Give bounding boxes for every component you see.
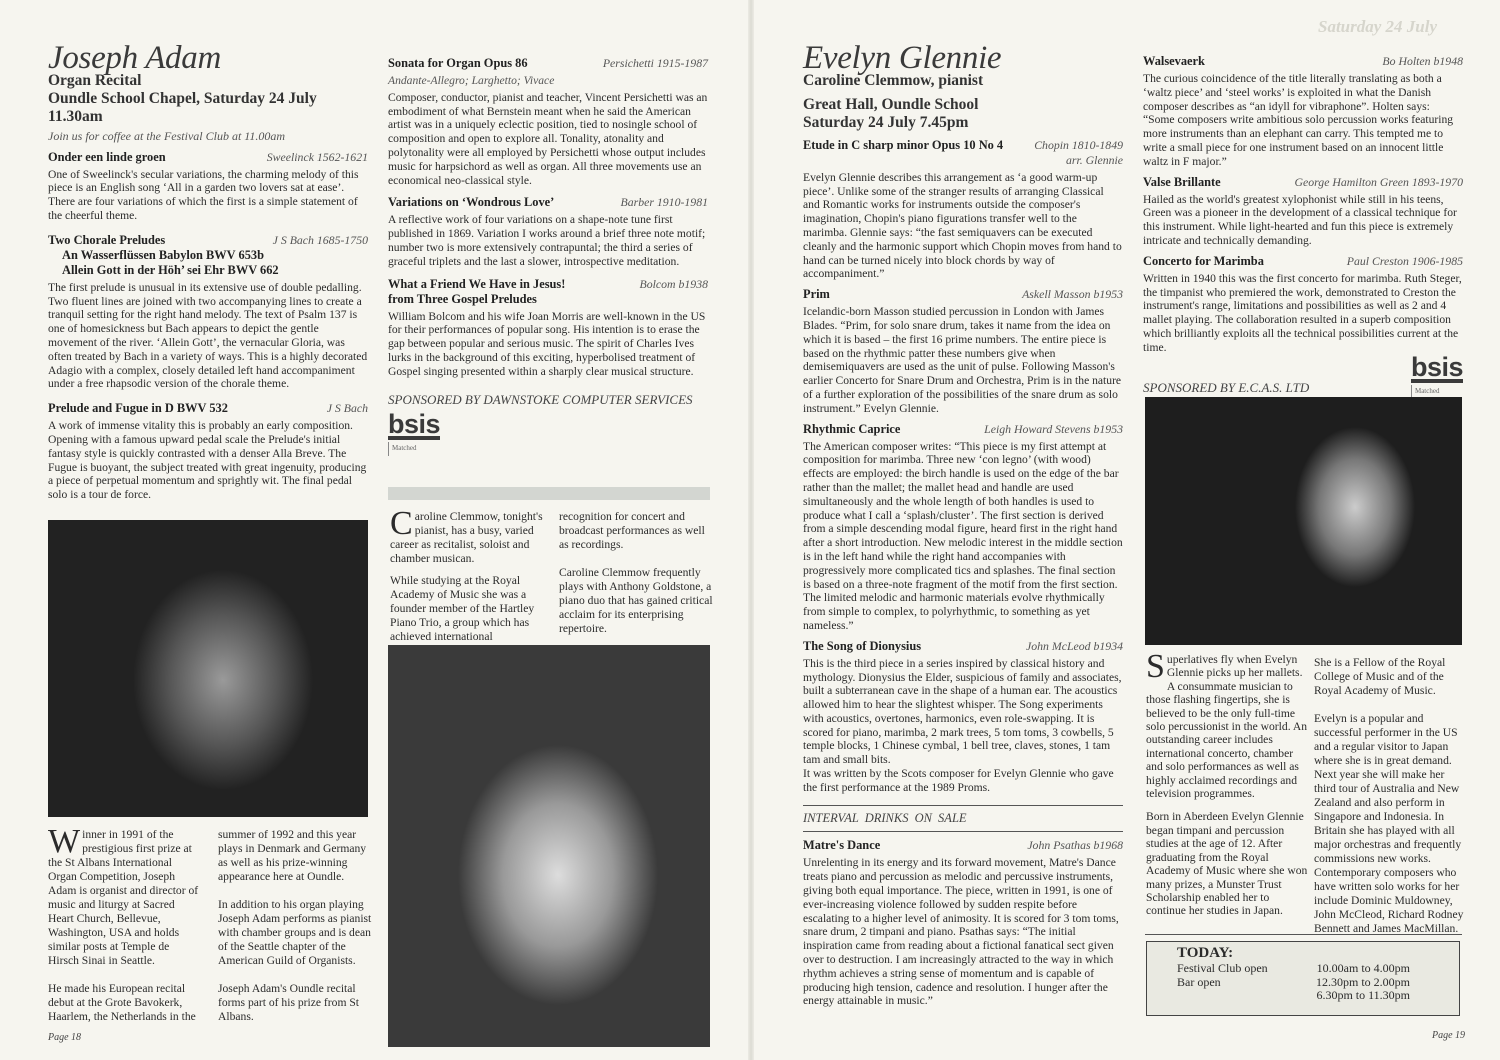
joseph-adam-photo — [48, 520, 368, 817]
piece-description: Evelyn Glennie describes this arrangement as ‘a good warm-up piece’. Unlike some of the stranger results of arranging Classical and Romantic works for instruments outside the composer's imagination, Chopin's piano figurations transfer well to the marimba. Glennie says: “the fast semiquavers can be executed cleanly and the harmonic support which Chopin moves from hand to hand can be turned nicely into block chords by way of accompaniment.” — [803, 170, 1122, 281]
piece-title: Matre's Dance — [803, 838, 881, 853]
piece-description: Hailed as the world's greatest xylophonist while still in his teens, Green was a pioneer in the development of a classical technique for this instrument. While light-hearted and fun this piece is extremely intricate and technically demanding. — [1143, 192, 1457, 247]
today-time: 12.30pm to 2.00pm — [1315, 974, 1410, 989]
bio-paragraph: aroline Clemmow, tonight's pianist, has a busy, varied career as recitalist, soloist and chamber musican. — [390, 510, 543, 565]
bio-paragraph: In addition to his organ playing Joseph Adam performs as pianist with chamber groups and is dean of the Seattle chapter of the American Guild of Organists. — [218, 898, 372, 967]
today-heading: TODAY: — [1177, 945, 1234, 961]
piece-composer: George Hamilton Green 1893-1970 — [1294, 174, 1463, 189]
piece-heading — [48, 233, 368, 248]
today-time: 6.30pm to 11.30pm — [1316, 988, 1410, 1002]
drop-cap: S — [1146, 648, 1165, 685]
piece-composer: Bo Holten b1948 — [1382, 54, 1463, 68]
logo-mark: bsis — [1410, 351, 1463, 382]
piece-description: William Bolcom and his wife Joan Morris are well-known in the US for their performances of popular song. His intention is to erase the gap between popular and serious music. The spirit of Charles Ives lurks in the background of this exciting, hyperbolised treatment of Gospel singing presented within a sharply clear musical structure. — [388, 309, 706, 378]
piece-composer: Paul Creston 1906-1985 — [1346, 253, 1463, 268]
piece-heading — [803, 287, 1123, 302]
grey-divider-bar — [388, 487, 710, 500]
column-adam-programme-1 — [48, 40, 368, 502]
piece-description: Icelandic-born Masson studied percussion in London with James Blades. “Prim, for solo snare drum, takes it name from the idea on which it is based – the first 16 prime numbers. The entire piece is based on the rhythmic patter these numbers give when demisemiquavers are used as the unit of pulse. Following Masson's earlier Concerto for Snare Drum and Orchestra, Prim is in the nature of a further exploration of the possibilities of the snare drum as solo instrument.” Evelyn Glennie. — [803, 305, 1122, 415]
piece-heading — [803, 639, 1123, 654]
piece-heading — [1143, 54, 1463, 69]
bio-paragraph: Born in Aberdeen Evelyn Glennie began timpani and percussion studies at the age of 12. After graduating from the Royal Academy of Music where she won many prizes, a Munster Trust Scholarship enabled her to continue her studies in Japan. — [1146, 810, 1308, 918]
sponsor-credit: SPONSORED BY DAWNSTOKE COMPUTER SERVICES — [388, 391, 693, 407]
piece-composer: Leigh Howard Stevens b1953 — [984, 421, 1123, 436]
piece-composer: John McLeod b1934 — [1026, 638, 1123, 653]
logo-mark: bsis — [388, 409, 441, 440]
today-label — [1177, 989, 1309, 1003]
piece-heading — [803, 838, 1123, 853]
piece-composer: J S Bach 1685-1750 — [272, 232, 368, 247]
today-row — [1177, 989, 1459, 1003]
page-number-right: Page 19 — [1432, 1030, 1466, 1041]
piece-title: The Song of Dionysius — [803, 638, 922, 653]
page-spine — [748, 0, 754, 1060]
piece-title: What a Friend We Have in Jesus! — [388, 276, 566, 291]
piece-heading — [48, 401, 368, 416]
concert-venue: Great Hall, Oundle School — [803, 95, 979, 113]
piece-description: A work of immense vitality this is probably an early composition. Opening with a famous upward pedal scale the Prelude's initial fantasy style is quickly contrasted with a denser Alla Breve. The Fugue is buoyant, the subject treated with great ingenuity, producing a piece of perpetual momentum and sprightly wit. The final pedal solo is a tour de force. — [48, 419, 367, 502]
piece-description: One of Sweelinck's secular variations, the charming melody of this piece is an English song ‘All in a garden two lovers sat at ease’. There are four variations of which the first is a simple statement of the cheerful theme. — [48, 167, 359, 222]
adam-bio-left — [48, 823, 203, 1038]
interval-notice: INTERVAL DRINKS ON SALE — [803, 810, 967, 825]
piece-composer: Persichetti 1915-1987 — [602, 56, 708, 70]
piece-description: Unrelenting in its energy and its forward movement, Matre's Dance treats piano and percussion as melodic and percussive instruments, giving both equal importance. The piece, written in 1991, is one of ever-increasing violence followed by sudden respite before escalating to a higher level of animosity. It is scored for 3 tom toms, snare drum, 2 timpani and piano. Psathas says: “The initial inspiration came from reading about a fictional fanatical sect given over to destruction. I am increasingly attracted to the way in which rhythm achieves a string sense of momentum and is capable of producing high tension, cadence and resolution. I hunger after the energy attainable in music.” — [803, 856, 1119, 1008]
drop-cap: W — [48, 823, 81, 860]
bio-paragraph: recognition for concert and broadcast performances as well as recordings. — [559, 510, 705, 551]
bio-paragraph: summer of 1992 and this year plays in Denmark and Germany as well as his prize-winning appearance here at Oundle. — [218, 828, 367, 883]
piece-heading — [1143, 175, 1463, 190]
bio-paragraph: inner in 1991 of the prestigious first prize at the St Albans International Organ Competition, Joseph Adam is organist and director of music and liturgy at Sacred Heart Church, Bellevue, Washington, USA and holds similar posts at Temple de Hirsch Sinai in Seattle. — [48, 828, 199, 967]
adam-bio-right — [218, 828, 373, 1038]
column-adam-programme-2 — [388, 56, 708, 456]
piece-title: Onder een linde groen — [48, 149, 166, 164]
page-number-left: Page 18 — [48, 1032, 82, 1043]
coffee-note: Join us for coffee at the Festival Club at 11.00am — [48, 128, 286, 143]
bio-paragraph: He made his European recital debut at the Grote Bavokerk, Haarlem, the Netherlands in the — [48, 982, 196, 1023]
piece-description: Composer, conductor, pianist and teacher, Vincent Persichetti was an embodiment of what Bernstein meant when he said the American artist was in a uniquely eclectic position, tied to nosingle school of composition and open to explore all. Tonality, atonality and polytonality were all employed by Persichetti whose output includes music for harpsichord as well as organ. All three movements use an economical neo-classical style. — [388, 90, 708, 187]
concert-type: Organ Recital — [48, 71, 142, 89]
sponsor-credit: SPONSORED BY E.C.A.S. LTD — [1143, 379, 1310, 395]
piece-title: Walsevaerk — [1143, 54, 1205, 68]
today-row — [1177, 962, 1459, 976]
today-label: Bar open — [1177, 974, 1221, 989]
piece-title: Variations on ‘Wondrous Love’ — [388, 195, 555, 210]
today-label: Festival Club open — [1177, 961, 1268, 975]
clemmow-bio-left — [390, 505, 545, 658]
piece-title-line2: from Three Gospel Preludes — [388, 291, 537, 306]
piece-title: Sonata for Organ Opus 86 — [388, 56, 528, 70]
bio-paragraph: Joseph Adam's Oundle recital forms part of his prize from St Albans. — [218, 982, 360, 1023]
piece-movements: Andante-Allegro; Larghetto; Vivace — [388, 74, 555, 87]
page-title: Evelyn Glennie — [803, 40, 1002, 76]
piece-heading — [388, 277, 708, 307]
logo-matched: Matched — [1411, 385, 1463, 399]
date-header: Saturday 24 July — [1318, 17, 1438, 36]
piece-title: Prim — [803, 287, 830, 302]
piece-composer: Chopin 1810-1849 — [1034, 137, 1123, 152]
piece-description: A reflective work of four variations on a shape-note tune first published in 1869. Variation I works around a brief three note motif; number two is more extensively contrapuntal; the third a series of graceful triplets and the last a slower, introspective meditation. — [388, 213, 706, 268]
piece-subtitle: An Wasserflüssen Babylon BWV 653b — [62, 247, 264, 262]
piece-composer: J S Bach — [326, 401, 368, 416]
bio-paragraph: While studying at the Royal Academy of Music she was a founder member of the Hartley Piano Trio, a group which has achieved international — [390, 574, 535, 643]
piece-heading — [803, 422, 1123, 437]
bsis-logo — [388, 409, 708, 456]
piece-title: Valse Brillante — [1143, 174, 1221, 189]
today-info-box — [1146, 941, 1460, 1016]
glennie-bio-right — [1314, 656, 1469, 950]
piece-heading — [803, 138, 1123, 168]
bsis-logo — [1410, 351, 1463, 399]
piece-composer: Bolcom b1938 — [639, 276, 708, 291]
piece-title: Concerto for Marimba — [1143, 253, 1264, 268]
column-glennie-programme-1 — [803, 40, 1123, 1008]
piece-title: Two Chorale Preludes — [48, 232, 166, 247]
piece-description: The first prelude is unusual in its extensive use of double pedalling. Two fluent lines are joined with two accompanying lines to create a tranquil setting for the right hand melody. The text of Psalm 137 is one of homesickness but Bach appears to depict the gentle movement of the river. ‘Allein Gott’, the vernacular Gloria, was often treated by Bach in a variety of ways. This is a highly decorated Adagio with a complex, closely detailed left hand accompaniment under a free rhapsodic version of the chorale theme. — [48, 280, 368, 391]
evelyn-glennie-photo — [1145, 397, 1462, 645]
bio-paragraph: Evelyn is a popular and successful performer in the US and a regular visitor to Japan where she is in great demand. Next year she will make her third tour of Australia and New Zealand and also perform in Singapore and Indonesia. In Britain she has played with all major orchestras and frequently commissions new works. Contemporary composers who have written solo works for her include Dominic Muldowney, John McCleod, Richard Rodney Bennett and James MacMillan. — [1314, 712, 1464, 935]
piece-title: Rhythmic Caprice — [803, 421, 901, 436]
piece-title: Prelude and Fugue in D BWV 532 — [48, 401, 228, 416]
piece-heading — [388, 195, 708, 210]
clemmow-bio-right — [559, 510, 714, 650]
piece-subtitle: Allein Gott in der Höh’ sei Ehr BWV 662 — [62, 262, 279, 277]
drop-cap: C — [390, 505, 413, 542]
piece-title: Etude in C sharp minor Opus 10 No 4 — [803, 137, 1004, 152]
piece-composer: John Psathas b1968 — [1027, 838, 1123, 853]
concert-time: Saturday 24 July 7.45pm — [803, 113, 969, 131]
today-row — [1177, 976, 1459, 990]
piece-composer: Barber 1910-1981 — [620, 195, 708, 210]
today-time: 10.00am to 4.00pm — [1316, 961, 1410, 975]
bio-paragraph: uperlatives fly when Evelyn Glennie picks up her mallets. A consummate musician to those flashing fingertips, she is believed to be the only full-time solo percussionist in the world. An outstanding career includes international concerto, chamber and solo performances as well as highly acclaimed recordings and television programmes. — [1146, 653, 1308, 801]
piece-description: The American composer writes: “This piece is my first attempt at composition for marimba. Three new ‘con legno’ (with wood) effects are employed: the birch handle is used on the edge of the bar rather than the mallet; the mallet head and handle are used simultaneously and the whole length of both handles is used to produce what I call a ‘splash/cluster’. The first section is derived from a simple descending modal figure, heard first in the right hand after a short introduction. New melodic interest in the middle section is in the left hand while the right hand accompanies with progressively more complicated tics and splashes. The final section is based on a three-note fragment of the motif from the first section. The limited melodic and harmonic materials evolve rhythmically from simple to complex, to polyrhythmic, to something as yet nameless.” — [803, 439, 1123, 632]
piece-arranger: arr. Glennie — [1065, 152, 1123, 167]
piece-description: Written in 1940 this was the first concerto for marimba. Ruth Steger, the timpanist who premiered the work, demonstrated to Creston the instrument's range, limitations and possibilities as well as 2 and 4 mallet playing. The collaboration resulted in a superb composition which brilliantly exploits all the technical possibilities current at the time. — [1143, 271, 1462, 354]
concert-venue: Oundle School Chapel, Saturday 24 July 11.30am — [48, 89, 317, 125]
divider — [803, 831, 1123, 832]
piece-heading — [1143, 254, 1463, 269]
piece-composer: Sweelinck 1562-1621 — [266, 149, 368, 164]
piece-description: This is the third piece in a series inspired by classical history and mythology. Dionysius the Elder, suspicious of family and associates, built a subterranean cave in the shape of a human ear. The acoustics allowed him to hear the slightest whisper. The Song experiments with acoustics, overtones, harmonics, even role-swapping. It is scored for piano, marimba, 2 mark trees, 5 tom toms, 3 cowbells, 5 temple blocks, 1 Chinese cymbal, 1 bell tree, claves, stones, 1 tam tam and small bits. — [803, 656, 1122, 767]
piece-description: It was written by the Scots composer for Evelyn Glennie who gave the first performance at the 1989 Proms. — [803, 767, 1114, 794]
piece-heading — [48, 150, 368, 165]
divider — [803, 805, 1123, 806]
piece-composer: Askell Masson b1953 — [1022, 287, 1123, 302]
piece-description: The curious coincidence of the title literally translating as both a ‘waltz piece’ and ‘steel works’ is exploited in what the Danish composer describes as “an idyll for vibraphone”. Holten says: “Some composers write ambitious solo percussion works featuring more instruments than an elephant can carry. This tempted me to write a small piece for one instrument based on an innocent little waltz in F major.” — [1143, 72, 1454, 168]
caroline-clemmow-photo — [388, 645, 710, 1047]
logo-matched: Matched — [388, 442, 708, 456]
piece-heading — [388, 56, 708, 71]
glennie-bio-left — [1146, 648, 1310, 928]
divider — [1145, 934, 1462, 935]
column-glennie-programme-2 — [1143, 54, 1463, 398]
bio-paragraph: Caroline Clemmow frequently plays with Anthony Goldstone, a piano duo that has gained critical acclaim for its enterprising repertoire. — [559, 566, 713, 635]
accompanist: Caroline Clemmow, pianist — [803, 71, 984, 89]
bio-paragraph: She is a Fellow of the Royal College of Music and of the Royal Academy of Music. — [1314, 656, 1446, 697]
page-title: Joseph Adam — [48, 40, 221, 76]
